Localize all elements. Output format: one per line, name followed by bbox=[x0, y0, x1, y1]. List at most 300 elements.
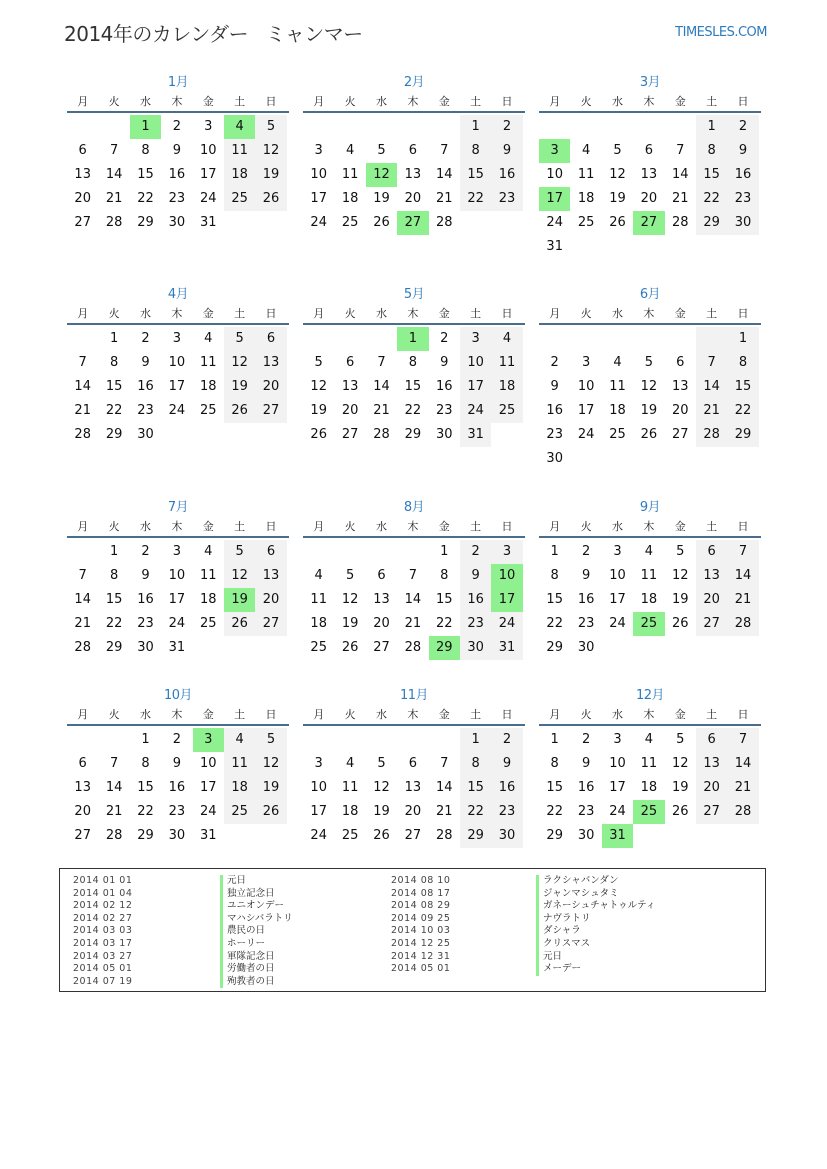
empty-cell bbox=[303, 115, 334, 139]
weekday-header bbox=[303, 518, 525, 538]
day-cell: 23 bbox=[168, 191, 186, 206]
day-cell: 15 bbox=[546, 780, 563, 795]
empty-cell bbox=[334, 540, 365, 564]
empty-cell bbox=[665, 636, 696, 660]
day-cell: 26 bbox=[224, 612, 255, 636]
day-cell: 29 bbox=[404, 427, 422, 442]
day-grid bbox=[539, 115, 761, 259]
empty-cell bbox=[334, 115, 365, 139]
day-cell: 16 bbox=[435, 379, 453, 394]
day-cell: 12 bbox=[640, 379, 658, 394]
day-cell: 23 bbox=[460, 612, 491, 636]
empty-cell bbox=[161, 423, 192, 447]
month-title: 7月 bbox=[167, 500, 189, 515]
day-cell: 2 bbox=[550, 355, 559, 370]
day-cell: 30 bbox=[577, 640, 595, 655]
empty-cell bbox=[366, 728, 397, 752]
legend-date: 2014 09 25 bbox=[391, 912, 451, 924]
day-cell: 7 bbox=[109, 143, 119, 158]
day-cell: 28 bbox=[727, 800, 758, 824]
day-cell: 14 bbox=[373, 379, 390, 394]
empty-cell bbox=[570, 235, 601, 259]
day-cell: 6 bbox=[408, 756, 417, 771]
day-cell: 24 bbox=[491, 612, 522, 636]
day-cell: 25 bbox=[633, 612, 664, 636]
legend-holiday-name: ジャンマシュタミ bbox=[536, 888, 655, 901]
day-cell: 27 bbox=[696, 612, 727, 636]
day-cell: 7 bbox=[78, 568, 87, 583]
day-cell: 20 bbox=[404, 191, 422, 206]
weekday-label: 日 bbox=[265, 307, 277, 320]
day-cell: 13 bbox=[255, 564, 286, 588]
weekday-label: 日 bbox=[501, 708, 513, 721]
legend-holiday-name: ユニオンデー bbox=[220, 900, 293, 913]
day-cell: 22 bbox=[137, 804, 154, 819]
weekday-label: 月 bbox=[77, 708, 89, 721]
day-cell: 7 bbox=[676, 143, 685, 158]
day-cell: 20 bbox=[696, 776, 727, 800]
day-cell: 27 bbox=[255, 612, 286, 636]
weekday-label: 水 bbox=[139, 708, 151, 721]
empty-cell bbox=[633, 115, 664, 139]
day-cell: 16 bbox=[491, 776, 522, 800]
weekday-label: 日 bbox=[737, 307, 749, 320]
weekday-label: 金 bbox=[202, 307, 214, 320]
page-title: 2014年のカレンダー ミャンマー bbox=[64, 22, 363, 46]
day-cell: 6 bbox=[78, 143, 87, 158]
day-cell: 16 bbox=[137, 592, 154, 607]
day-cell: 22 bbox=[105, 403, 123, 418]
day-cell: 12 bbox=[224, 351, 255, 375]
weekday-label: 火 bbox=[108, 307, 120, 320]
day-cell: 2 bbox=[491, 728, 522, 752]
empty-cell bbox=[665, 824, 696, 848]
day-cell: 9 bbox=[491, 752, 522, 776]
weekday-label: 金 bbox=[438, 520, 450, 533]
day-cell: 12 bbox=[373, 780, 390, 795]
day-cell: 19 bbox=[640, 403, 658, 418]
weekday-header bbox=[539, 305, 761, 325]
day-cell: 26 bbox=[671, 616, 689, 631]
weekday-label: 水 bbox=[611, 307, 623, 320]
day-cell: 2 bbox=[581, 732, 591, 747]
day-cell: 27 bbox=[404, 828, 422, 843]
day-cell: 14 bbox=[105, 167, 123, 182]
legend-date: 2014 05 01 bbox=[391, 963, 451, 975]
site-logo[interactable]: TIMESLES.COM bbox=[675, 25, 767, 40]
weekday-label: 火 bbox=[580, 708, 592, 721]
empty-cell bbox=[67, 327, 98, 351]
day-grid bbox=[303, 115, 525, 235]
day-cell: 23 bbox=[168, 804, 186, 819]
empty-cell bbox=[366, 540, 397, 564]
day-cell: 23 bbox=[577, 804, 595, 819]
weekday-label: 月 bbox=[77, 520, 89, 533]
day-cell: 26 bbox=[640, 427, 658, 442]
legend-holiday-name: 元日 bbox=[220, 875, 293, 888]
day-cell: 12 bbox=[255, 139, 286, 163]
empty-cell bbox=[696, 447, 727, 471]
legend-right-dates bbox=[391, 875, 450, 976]
day-cell: 1 bbox=[696, 115, 727, 139]
day-cell: 7 bbox=[109, 756, 119, 771]
day-cell: 14 bbox=[105, 780, 123, 795]
weekday-label: 水 bbox=[375, 307, 387, 320]
day-cell: 1 bbox=[109, 331, 119, 346]
day-cell: 12 bbox=[366, 163, 397, 187]
weekday-header bbox=[539, 706, 761, 726]
day-grid bbox=[539, 728, 761, 848]
day-cell: 12 bbox=[310, 379, 327, 394]
empty-cell bbox=[570, 327, 601, 351]
day-cell: 15 bbox=[105, 379, 123, 394]
day-cell: 24 bbox=[310, 828, 327, 843]
day-cell: 3 bbox=[172, 331, 181, 346]
day-cell: 17 bbox=[168, 592, 186, 607]
day-cell: 22 bbox=[696, 187, 727, 211]
day-cell: 1 bbox=[460, 728, 491, 752]
day-cell: 12 bbox=[671, 568, 689, 583]
legend-holiday-name: ダシャラ bbox=[536, 925, 655, 938]
day-cell: 9 bbox=[491, 139, 522, 163]
day-cell: 10 bbox=[199, 143, 217, 158]
day-cell: 17 bbox=[577, 403, 595, 418]
day-cell: 27 bbox=[696, 800, 727, 824]
day-cell: 2 bbox=[581, 544, 591, 559]
weekday-label: 月 bbox=[77, 95, 89, 108]
weekday-label: 金 bbox=[202, 95, 214, 108]
day-cell: 8 bbox=[696, 139, 727, 163]
day-cell: 16 bbox=[168, 167, 186, 182]
day-cell: 14 bbox=[435, 780, 453, 795]
month-4 bbox=[67, 285, 289, 447]
day-cell: 27 bbox=[397, 211, 428, 235]
day-cell: 10 bbox=[577, 379, 595, 394]
day-cell: 2 bbox=[440, 331, 449, 346]
month-2 bbox=[303, 73, 525, 235]
day-cell: 4 bbox=[204, 331, 213, 346]
day-cell: 28 bbox=[696, 423, 727, 447]
empty-cell bbox=[193, 636, 224, 660]
weekday-label: 土 bbox=[234, 307, 246, 320]
day-cell: 5 bbox=[314, 355, 323, 370]
day-cell: 5 bbox=[224, 540, 255, 564]
legend-holiday-name: 軍隊記念日 bbox=[220, 951, 293, 964]
day-cell: 4 bbox=[314, 568, 323, 583]
empty-cell bbox=[633, 824, 664, 848]
day-cell: 25 bbox=[310, 640, 327, 655]
day-cell: 8 bbox=[727, 351, 758, 375]
legend-holiday-name: マハシバラトリ bbox=[220, 913, 293, 926]
empty-cell bbox=[602, 447, 633, 471]
day-cell: 16 bbox=[460, 588, 491, 612]
day-cell: 4 bbox=[345, 143, 355, 158]
day-cell: 11 bbox=[199, 568, 217, 583]
day-cell: 6 bbox=[345, 355, 355, 370]
day-cell: 3 bbox=[581, 355, 591, 370]
month-10 bbox=[67, 686, 289, 848]
month-7 bbox=[67, 498, 289, 660]
weekday-label: 日 bbox=[737, 520, 749, 533]
day-cell: 24 bbox=[199, 804, 217, 819]
day-cell: 7 bbox=[78, 355, 87, 370]
day-cell: 30 bbox=[168, 828, 186, 843]
day-grid bbox=[67, 540, 289, 660]
weekday-label: 木 bbox=[643, 708, 655, 721]
day-cell: 7 bbox=[377, 355, 386, 370]
weekday-label: 月 bbox=[549, 95, 561, 108]
empty-cell bbox=[334, 728, 365, 752]
day-cell: 18 bbox=[341, 804, 359, 819]
weekday-label: 火 bbox=[344, 307, 356, 320]
day-cell: 7 bbox=[696, 351, 727, 375]
day-cell: 16 bbox=[577, 780, 595, 795]
empty-cell bbox=[193, 423, 224, 447]
weekday-label: 水 bbox=[611, 708, 623, 721]
day-cell: 4 bbox=[224, 115, 255, 139]
day-grid bbox=[303, 327, 525, 447]
empty-cell bbox=[570, 447, 601, 471]
day-cell: 18 bbox=[341, 191, 359, 206]
weekday-label: 日 bbox=[501, 307, 513, 320]
weekday-label: 水 bbox=[375, 95, 387, 108]
day-cell: 5 bbox=[613, 143, 622, 158]
legend-date: 2014 08 10 bbox=[391, 875, 451, 886]
empty-cell bbox=[334, 327, 365, 351]
day-cell: 13 bbox=[696, 752, 727, 776]
day-cell: 14 bbox=[74, 592, 91, 607]
month-title: 5月 bbox=[403, 287, 425, 302]
weekday-label: 火 bbox=[580, 520, 592, 533]
weekday-label: 土 bbox=[234, 708, 246, 721]
day-cell: 31 bbox=[460, 423, 491, 447]
weekday-label: 水 bbox=[375, 520, 387, 533]
day-cell: 10 bbox=[546, 167, 563, 182]
day-cell: 9 bbox=[550, 379, 559, 394]
weekday-label: 日 bbox=[501, 520, 513, 533]
day-cell: 2 bbox=[727, 115, 758, 139]
day-cell: 26 bbox=[341, 640, 359, 655]
day-cell: 26 bbox=[255, 800, 286, 824]
day-cell: 10 bbox=[168, 568, 186, 583]
legend-holiday-name: 元日 bbox=[536, 951, 655, 964]
month-title: 9月 bbox=[639, 500, 661, 515]
legend-date: 2014 03 17 bbox=[73, 937, 133, 949]
day-cell: 23 bbox=[546, 427, 563, 442]
empty-cell bbox=[366, 327, 397, 351]
day-cell: 6 bbox=[696, 728, 727, 752]
day-cell: 22 bbox=[137, 191, 154, 206]
day-cell: 19 bbox=[255, 776, 286, 800]
weekday-label: 月 bbox=[549, 708, 561, 721]
weekday-header bbox=[539, 93, 761, 113]
month-title: 1月 bbox=[167, 75, 189, 90]
legend-date: 2014 05 01 bbox=[73, 963, 133, 975]
day-cell: 13 bbox=[404, 167, 422, 182]
day-cell: 24 bbox=[577, 427, 595, 442]
empty-cell bbox=[255, 211, 286, 235]
weekday-label: 土 bbox=[706, 708, 718, 721]
weekday-label: 木 bbox=[643, 95, 655, 108]
day-cell: 16 bbox=[137, 379, 154, 394]
empty-cell bbox=[255, 423, 286, 447]
day-cell: 27 bbox=[633, 211, 664, 235]
day-cell: 19 bbox=[255, 163, 286, 187]
weekday-label: 水 bbox=[139, 307, 151, 320]
day-cell: 19 bbox=[609, 191, 626, 206]
day-cell: 25 bbox=[633, 800, 664, 824]
day-cell: 13 bbox=[255, 351, 286, 375]
weekday-label: 火 bbox=[344, 708, 356, 721]
day-cell: 18 bbox=[310, 616, 327, 631]
day-cell: 18 bbox=[199, 592, 217, 607]
day-cell: 11 bbox=[640, 568, 658, 583]
weekday-label: 土 bbox=[234, 520, 246, 533]
day-cell: 5 bbox=[644, 355, 653, 370]
month-6 bbox=[539, 285, 761, 471]
day-cell: 27 bbox=[74, 828, 91, 843]
day-cell: 22 bbox=[727, 399, 758, 423]
day-cell: 28 bbox=[105, 828, 123, 843]
day-cell: 23 bbox=[137, 403, 154, 418]
empty-cell bbox=[665, 235, 696, 259]
empty-cell bbox=[633, 447, 664, 471]
day-cell: 11 bbox=[609, 379, 626, 394]
empty-cell bbox=[633, 327, 664, 351]
day-cell: 21 bbox=[74, 616, 91, 631]
day-cell: 23 bbox=[727, 187, 758, 211]
day-cell: 4 bbox=[644, 732, 653, 747]
day-cell: 30 bbox=[137, 427, 154, 442]
day-cell: 29 bbox=[137, 215, 154, 230]
day-cell: 9 bbox=[141, 568, 150, 583]
day-cell: 15 bbox=[435, 592, 453, 607]
weekday-label: 土 bbox=[470, 307, 482, 320]
day-cell: 30 bbox=[460, 636, 491, 660]
day-cell: 17 bbox=[199, 780, 217, 795]
day-cell: 18 bbox=[224, 776, 255, 800]
day-cell: 20 bbox=[671, 403, 689, 418]
day-cell: 6 bbox=[408, 143, 417, 158]
empty-cell bbox=[602, 327, 633, 351]
empty-cell bbox=[303, 728, 334, 752]
day-cell: 17 bbox=[199, 167, 217, 182]
empty-cell bbox=[570, 115, 601, 139]
day-grid bbox=[67, 728, 289, 848]
empty-cell bbox=[255, 636, 286, 660]
empty-cell bbox=[727, 636, 758, 660]
day-cell: 15 bbox=[137, 167, 154, 182]
day-cell: 31 bbox=[168, 640, 186, 655]
day-cell: 17 bbox=[460, 375, 491, 399]
day-cell: 12 bbox=[609, 167, 626, 182]
legend-date: 2014 12 25 bbox=[391, 937, 451, 949]
day-cell: 9 bbox=[172, 756, 181, 771]
day-cell: 8 bbox=[440, 568, 449, 583]
weekday-label: 金 bbox=[674, 307, 686, 320]
empty-cell bbox=[397, 540, 428, 564]
legend-holiday-name: メーデー bbox=[536, 963, 655, 976]
weekday-label: 月 bbox=[313, 708, 325, 721]
weekday-label: 木 bbox=[171, 708, 183, 721]
legend-left-dates bbox=[73, 875, 132, 988]
day-cell: 15 bbox=[105, 592, 123, 607]
weekday-label: 月 bbox=[313, 520, 325, 533]
weekday-label: 火 bbox=[344, 520, 356, 533]
day-cell: 21 bbox=[404, 616, 422, 631]
day-cell: 15 bbox=[137, 780, 154, 795]
day-cell: 24 bbox=[609, 804, 626, 819]
day-cell: 13 bbox=[696, 564, 727, 588]
weekday-label: 木 bbox=[407, 95, 419, 108]
empty-cell bbox=[727, 824, 758, 848]
empty-cell bbox=[67, 728, 98, 752]
empty-cell bbox=[255, 824, 286, 848]
day-cell: 25 bbox=[199, 403, 217, 418]
day-cell: 5 bbox=[377, 756, 386, 771]
empty-cell bbox=[633, 636, 664, 660]
day-cell: 2 bbox=[172, 732, 181, 747]
day-cell: 7 bbox=[440, 756, 449, 771]
day-cell: 11 bbox=[341, 167, 359, 182]
day-cell: 19 bbox=[341, 616, 359, 631]
legend-date: 2014 08 17 bbox=[391, 887, 451, 899]
day-cell: 28 bbox=[404, 640, 422, 655]
weekday-label: 日 bbox=[265, 95, 277, 108]
legend-date: 2014 08 29 bbox=[391, 900, 451, 912]
day-cell: 30 bbox=[137, 640, 154, 655]
day-cell: 17 bbox=[609, 780, 626, 795]
empty-cell bbox=[696, 235, 727, 259]
day-cell: 25 bbox=[341, 828, 359, 843]
day-cell: 25 bbox=[341, 215, 359, 230]
day-cell: 14 bbox=[727, 752, 758, 776]
day-cell: 3 bbox=[613, 732, 622, 747]
day-cell: 7 bbox=[440, 143, 449, 158]
weekday-label: 木 bbox=[643, 520, 655, 533]
day-cell: 10 bbox=[310, 780, 327, 795]
day-cell: 9 bbox=[172, 143, 181, 158]
day-cell: 6 bbox=[644, 143, 653, 158]
day-cell: 6 bbox=[78, 756, 87, 771]
day-cell: 3 bbox=[613, 544, 622, 559]
day-cell: 27 bbox=[671, 427, 689, 442]
day-cell: 3 bbox=[314, 756, 323, 771]
day-cell: 8 bbox=[460, 752, 491, 776]
weekday-label: 水 bbox=[139, 520, 151, 533]
day-cell: 3 bbox=[539, 139, 570, 163]
day-cell: 1 bbox=[397, 327, 428, 351]
day-cell: 22 bbox=[460, 187, 491, 211]
day-cell: 30 bbox=[546, 451, 563, 466]
day-cell: 28 bbox=[373, 427, 390, 442]
day-cell: 1 bbox=[130, 115, 161, 139]
empty-cell bbox=[602, 636, 633, 660]
weekday-header bbox=[67, 93, 289, 113]
month-8 bbox=[303, 498, 525, 660]
empty-cell bbox=[224, 824, 255, 848]
day-cell: 23 bbox=[577, 616, 595, 631]
legend-date: 2014 12 31 bbox=[391, 950, 451, 962]
day-cell: 9 bbox=[460, 564, 491, 588]
day-cell: 18 bbox=[224, 163, 255, 187]
day-cell: 6 bbox=[255, 327, 286, 351]
day-cell: 26 bbox=[373, 215, 390, 230]
day-cell: 21 bbox=[105, 804, 123, 819]
day-cell: 8 bbox=[141, 756, 150, 771]
day-cell: 25 bbox=[491, 399, 522, 423]
day-cell: 5 bbox=[224, 327, 255, 351]
